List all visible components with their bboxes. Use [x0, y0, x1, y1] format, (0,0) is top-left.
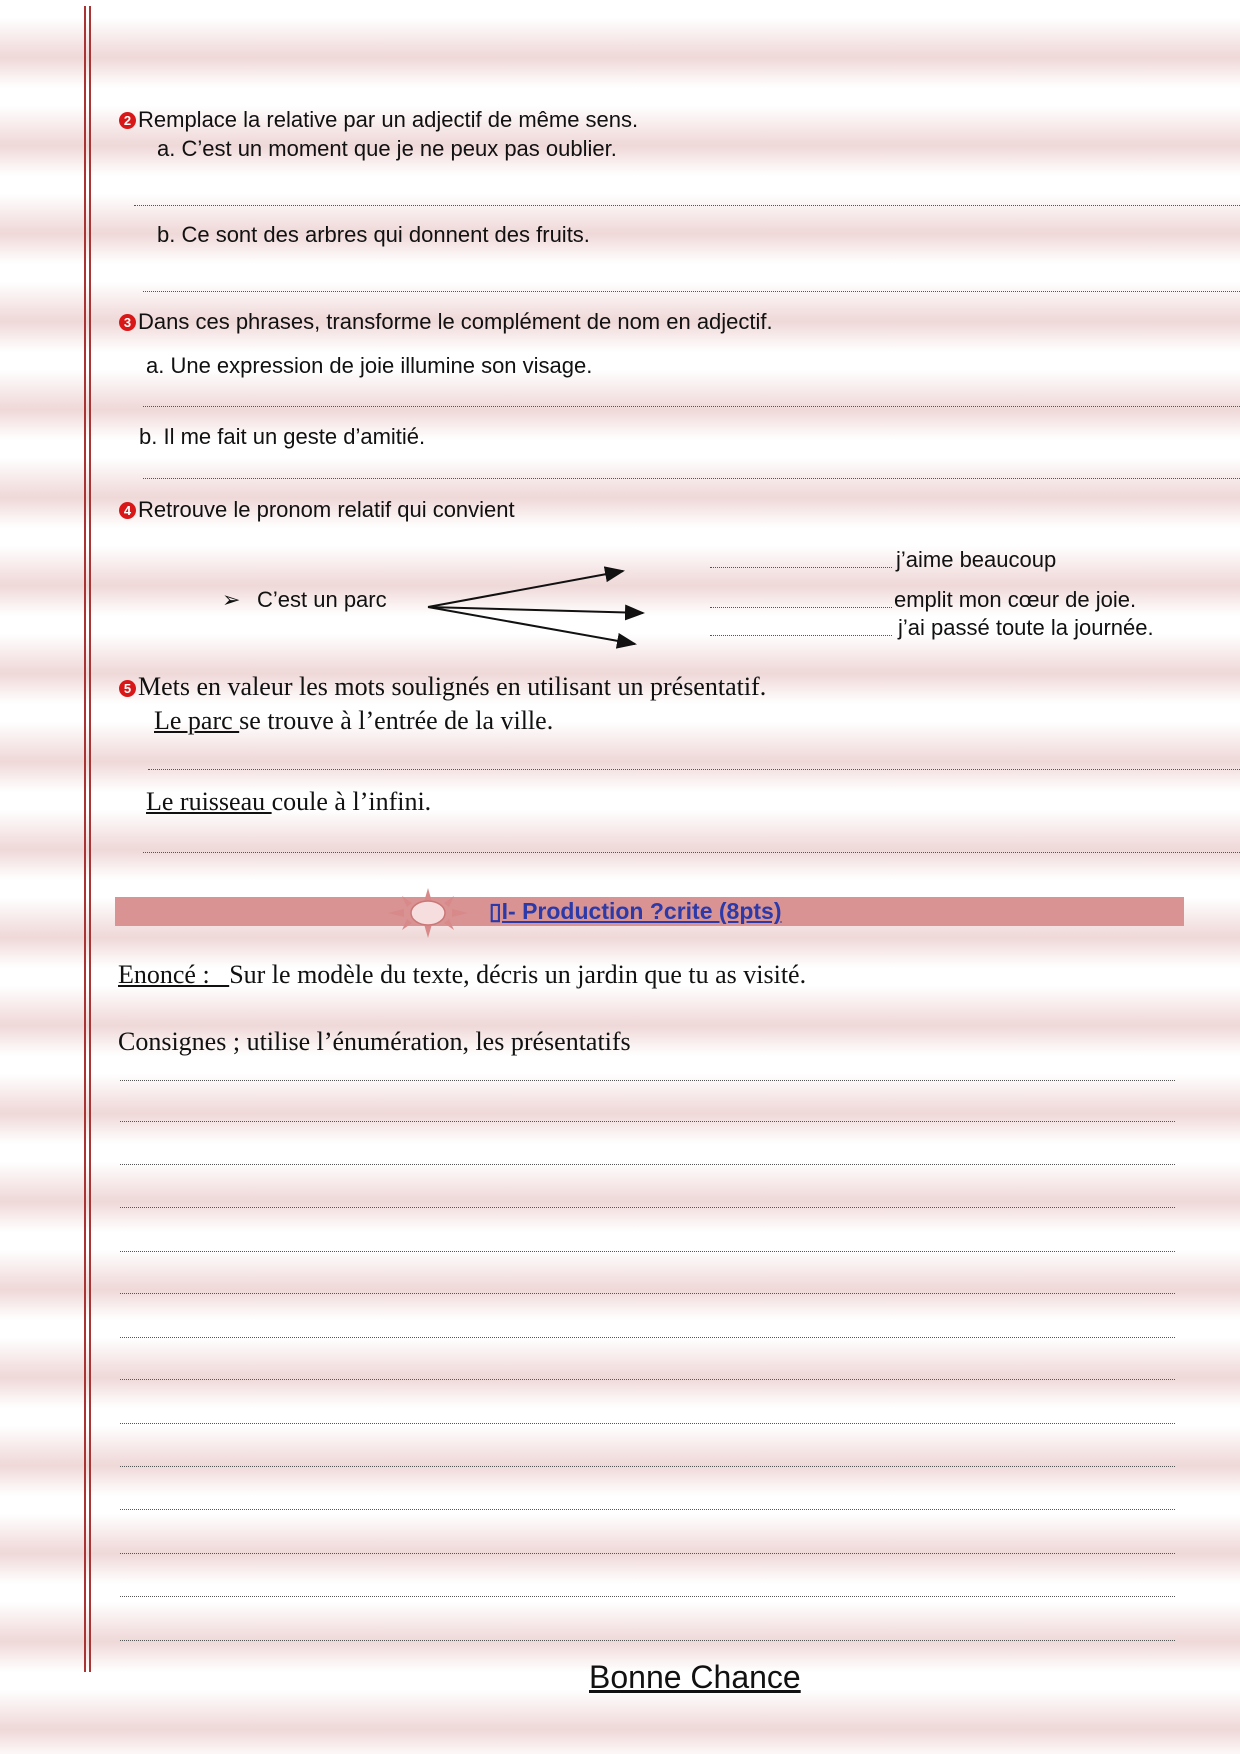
number-badge: 2 — [119, 112, 136, 129]
number-badge: 4 — [119, 502, 136, 519]
question-text: Remplace la relative par un adjectif de même sens. — [138, 107, 639, 132]
consignes: Consignes ; utilise l’énumération, les présentatifs — [118, 1027, 631, 1056]
ending-1: j’aime beaucoup — [896, 547, 1057, 572]
question-text: Mets en valeur les mots soulignés en utilisant un présentatif. — [138, 672, 767, 701]
bonne-chance: Bonne Chance — [589, 1659, 801, 1695]
arrow-bullet-icon: ➢ — [222, 587, 241, 612]
question-5-title — [119, 672, 766, 702]
sentence-stem: C’est un parc — [257, 587, 387, 612]
writing-line[interactable] — [120, 1640, 1175, 1641]
blank[interactable] — [710, 607, 892, 608]
ending-2: emplit mon cœur de joie. — [894, 587, 1137, 612]
question-text: Dans ces phrases, transforme le complément de nom en adjectif. — [138, 309, 773, 334]
enonce-text: Sur le modèle du texte, décris un jardin que tu as visité. — [229, 960, 807, 989]
writing-line[interactable] — [120, 1293, 1175, 1294]
number-badge: 5 — [119, 680, 136, 697]
writing-line[interactable] — [120, 1080, 1175, 1081]
writing-line[interactable] — [120, 1121, 1175, 1122]
writing-line[interactable] — [120, 1509, 1175, 1510]
underlined-words: Le parc — [154, 706, 240, 735]
writing-line[interactable] — [120, 1207, 1175, 1208]
number-badge: 3 — [119, 314, 136, 331]
sun-icon — [388, 888, 468, 938]
writing-line[interactable] — [120, 1164, 1175, 1165]
sentence-rest: coule à l’infini. — [271, 787, 432, 816]
writing-line[interactable] — [120, 1596, 1175, 1597]
sentence-rest: se trouve à l’entrée de la ville. — [239, 706, 554, 735]
writing-line[interactable] — [120, 1553, 1175, 1554]
item-b: b. Ce sont des arbres qui donnent des fruits. — [157, 222, 590, 247]
writing-line[interactable] — [120, 1466, 1175, 1467]
underlined-words: Le ruisseau — [146, 787, 272, 816]
section-title-link[interactable]: ▯I- Production ?crite (8pts) — [489, 898, 782, 924]
item-a: a. Une expression de joie illumine son visage. — [146, 353, 593, 378]
enonce-label: Enoncé : — [118, 960, 230, 989]
writing-line[interactable] — [120, 1337, 1175, 1338]
item-a: a. C’est un moment que je ne peux pas oublier. — [157, 136, 617, 161]
blank[interactable] — [710, 567, 892, 568]
writing-line[interactable] — [120, 1379, 1175, 1380]
blank[interactable] — [710, 635, 892, 636]
writing-line[interactable] — [120, 1251, 1175, 1252]
item-b: b. Il me fait un geste d’amitié. — [139, 424, 426, 449]
ending-3: j’ai passé toute la journée. — [898, 615, 1154, 640]
question-text: Retrouve le pronom relatif qui convient — [138, 497, 515, 522]
answer-line[interactable] — [148, 769, 1240, 770]
enonce — [118, 960, 806, 990]
arrow-1 — [428, 571, 623, 607]
sentence-1 — [154, 706, 553, 736]
answer-line[interactable] — [143, 852, 1240, 853]
sentence-2 — [146, 787, 431, 817]
writing-line[interactable] — [120, 1423, 1175, 1424]
